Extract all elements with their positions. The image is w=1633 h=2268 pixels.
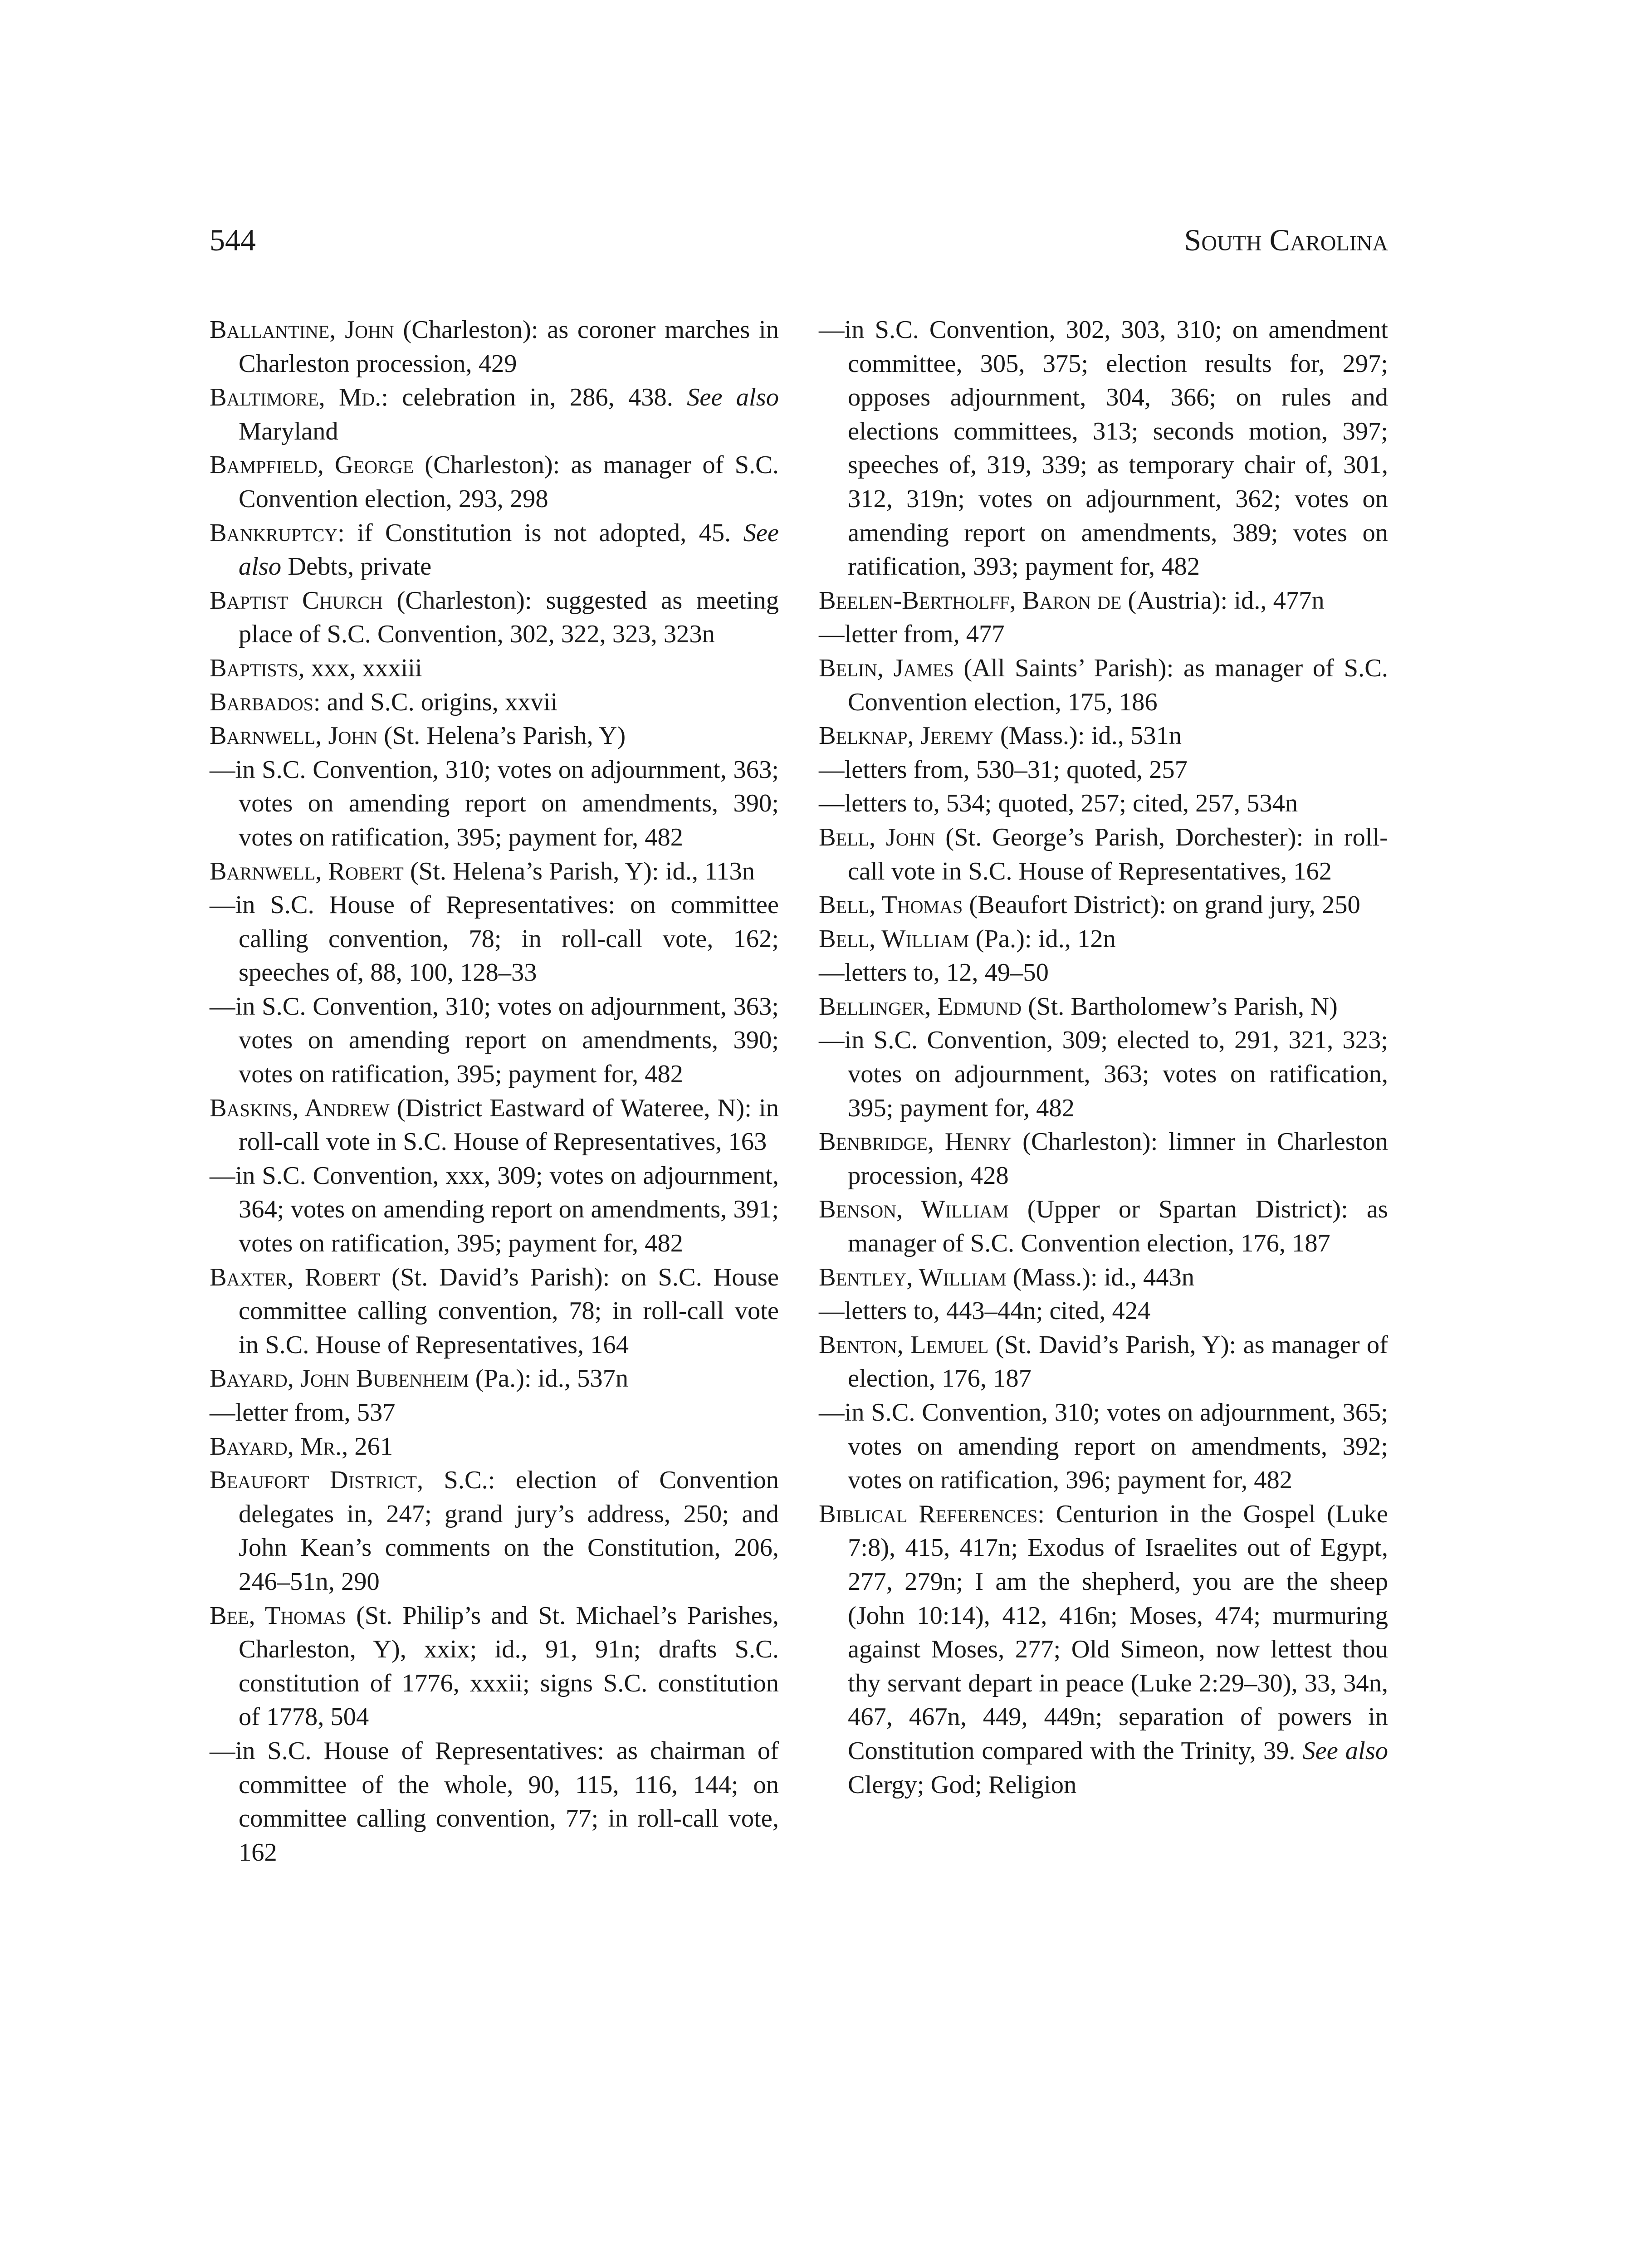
entry-text: (St. David’s Parish, Y): as manager of election, 176, 187 [848, 1330, 1388, 1393]
index-entry [210, 584, 779, 651]
entry-text: (St. Helena’s Parish, Y): id., 113n [403, 857, 755, 885]
entry-text: (Pa.): id., 537n [469, 1364, 629, 1393]
entry-text: —in S.C. Convention, 310; votes on adjournment, 363; votes on amending report on amendments, 390; votes on ratification, 395; payment for, 482 [210, 755, 779, 851]
entry-text: —in S.C. Convention, 302, 303, 310; on amendment committee, 305, 375; election results for, 297; opposes adjournment, 304, 366; on rules and elections committees, 313; seconds motion, 397; speeches of, 319, 339; as temporary chair of, 301, 312, 319n; votes on adjournment, 362; votes on amending report on amendments, 389; votes on ratification, 393; payment for, 482 [819, 316, 1388, 581]
see-also-label: See also [1302, 1736, 1388, 1765]
entry-text: (St. Helena’s Parish, Y) [377, 722, 626, 750]
entry-text: Maryland [239, 417, 338, 445]
index-entry [210, 381, 779, 448]
index-entry [210, 448, 779, 516]
entry-heading: Bell, William [819, 924, 969, 953]
see-also-label: See also [239, 518, 779, 581]
entry-text: —in S.C. Convention, 310; votes on adjournment, 363; votes on amending report on amendments, 390; votes on ratification, 395; payment for, 482 [210, 992, 779, 1089]
index-subentry [819, 617, 1388, 651]
entry-heading: Bee, Thomas [210, 1601, 346, 1630]
entry-heading: Baltimore, Md. [210, 383, 381, 412]
entry-text: (Charleston): as manager of S.C. Convention election, 293, 298 [239, 451, 779, 513]
index-entry [210, 685, 779, 719]
index-entry [819, 1125, 1388, 1193]
index-subentry [210, 1159, 779, 1261]
entry-text: —letters from, 530–31; quoted, 257 [819, 755, 1188, 784]
index-subentry [819, 1294, 1388, 1328]
index-subentry [819, 787, 1388, 821]
entry-heading: Biblical References [819, 1500, 1038, 1528]
entry-text: (St. Philip’s and St. Michael’s Parishes, Charleston, Y), xxix; id., 91, 91n; drafts S.C. constitution of 1776, xxxii; signs S.C. constitution of 1778, 504 [239, 1601, 779, 1731]
entry-text: (Mass.): id., 531n [993, 722, 1182, 750]
index-subentry [819, 956, 1388, 990]
entry-text: (St. Bartholomew’s Parish, N) [1022, 992, 1338, 1021]
entry-text: (Austria): id., 477n [1121, 586, 1325, 615]
index-entry [210, 1362, 779, 1396]
index-entry [819, 719, 1388, 753]
index-subentry [210, 1396, 779, 1430]
entry-text: —letter from, 537 [210, 1398, 396, 1427]
index-entry [210, 1091, 779, 1159]
index-entry [210, 719, 779, 753]
entry-heading: Bayard, John Bubenheim [210, 1364, 469, 1393]
entry-heading: Beelen-Bertholff, Baron de [819, 586, 1122, 615]
index-subentry [819, 1396, 1388, 1497]
entry-text: (Mass.): id., 443n [1006, 1263, 1195, 1291]
entry-heading: Bell, John [819, 823, 935, 851]
entry-text: , 261 [342, 1432, 393, 1461]
page-number: 544 [210, 223, 256, 257]
index-entry [819, 1193, 1388, 1260]
entry-text: (Charleston): as coroner marches in Charleston procession, 429 [239, 316, 779, 378]
index-entry [819, 990, 1388, 1024]
entry-text: (Charleston): suggested as meeting place of S.C. Convention, 302, 322, 323, 323n [239, 586, 779, 649]
entry-text: (St. George’s Parish, Dorchester): in roll-call vote in S.C. House of Representatives, 162 [848, 823, 1388, 885]
entry-heading: Benton, Lemuel [819, 1330, 989, 1359]
index-entry [210, 516, 779, 584]
entry-text: Debts, private [281, 552, 432, 581]
entry-text: (All Saints’ Parish): as manager of S.C. Convention election, 175, 186 [848, 654, 1388, 716]
index-entry [210, 651, 779, 685]
entry-text: (District Eastward of Wateree, N): in roll-call vote in S.C. House of Representatives, 163 [239, 1094, 779, 1156]
index-column-left [210, 313, 779, 1869]
index-entry [819, 888, 1388, 922]
index-entry [819, 651, 1388, 719]
entry-heading: Barnwell, Robert [210, 857, 404, 885]
entry-heading: Belin, James [819, 654, 954, 682]
entry-text: —in S.C. House of Representatives: as chairman of committee of the whole, 90, 115, 116, 144; on committee calling convention, 77; in roll-call vote, 162 [210, 1736, 779, 1867]
entry-text: (St. David’s Parish): on S.C. House committee calling convention, 78; in roll-call vote in S.C. House of Representatives, 164 [239, 1263, 779, 1359]
entry-text: : celebration in, 286, 438. [381, 383, 687, 412]
entry-text: —letters to, 534; quoted, 257; cited, 257, 534n [819, 789, 1298, 818]
entry-text: (Pa.): id., 12n [969, 924, 1116, 953]
index-subentry [210, 888, 779, 990]
entry-heading: Beaufort District, S.C. [210, 1466, 488, 1495]
entry-text: —in S.C. Convention, 310; votes on adjournment, 365; votes on amending report on amendments, 392; votes on ratification, 396; payment for, 482 [819, 1398, 1388, 1495]
entry-text: (Charleston): limner in Charleston procession, 428 [848, 1128, 1389, 1190]
entry-text: (Beaufort District): on grand jury, 250 [963, 891, 1360, 919]
index-entry [819, 1328, 1388, 1396]
entry-heading: Baptist Church [210, 586, 383, 615]
running-head: South Carolina [1184, 223, 1388, 257]
entry-heading: Bell, Thomas [819, 891, 963, 919]
entry-text: : and S.C. origins, xxvii [313, 688, 558, 716]
index-entry [210, 1463, 779, 1598]
entry-heading: Bentley, William [819, 1263, 1007, 1291]
entry-text: —in S.C. Convention, 309; elected to, 291, 321, 323; votes on adjournment, 363; votes on ratification, 395; payment for, 482 [819, 1026, 1388, 1122]
see-also-label: See also [687, 383, 779, 412]
entry-heading: Baptists [210, 654, 298, 682]
entry-text: Clergy; God; Religion [848, 1770, 1077, 1799]
entry-heading: Bankruptcy [210, 518, 338, 547]
entry-heading: Bampfield, George [210, 451, 414, 479]
index-entry [210, 1599, 779, 1734]
index-entry [819, 821, 1388, 888]
entry-text: —letters to, 12, 49–50 [819, 958, 1049, 987]
index-entry [210, 1261, 779, 1362]
entry-heading: Baxter, Robert [210, 1263, 381, 1291]
entry-text: —in S.C. Convention, xxx, 309; votes on adjournment, 364; votes on amending report on amendments, 391; votes on ratification, 395; payment for, 482 [210, 1161, 779, 1258]
index-entry [819, 1261, 1388, 1295]
index-entry [819, 1497, 1388, 1802]
index-entry [210, 855, 779, 889]
entry-heading: Barbados [210, 688, 313, 716]
index-subentry [819, 313, 1388, 584]
entry-heading: Barnwell, John [210, 722, 378, 750]
entry-heading: Bayard, Mr. [210, 1432, 342, 1461]
index-entry [819, 584, 1388, 618]
index-subentry [210, 753, 779, 855]
entry-text: —letters to, 443–44n; cited, 424 [819, 1297, 1151, 1325]
entry-heading: Benbridge, Henry [819, 1128, 1012, 1156]
index-subentry [819, 1023, 1388, 1125]
entry-heading: Belknap, Jeremy [819, 722, 994, 750]
entry-heading: Baskins, Andrew [210, 1094, 390, 1122]
entry-text: : Centurion in the Gospel (Luke 7:8), 415, 417n; Exodus of Israelites out of Egypt, 277, 279n; I am the shepherd, you are the sheep (John 10:14), 412, 416n; Moses, 474; murmuring against Moses, 277; Old Simeon, now lettest thou thy servant depart in peace (Luke 2:29–30), 33, 34n, 467, 467n, 449, 449n; separation of powers in Constitution compared with the Trinity, 39. [848, 1500, 1388, 1765]
index-column-right [819, 313, 1388, 1802]
entry-text: —in S.C. House of Representatives: on committee calling convention, 78; in roll-call vote, 162; speeches of, 88, 100, 128–33 [210, 891, 779, 987]
entry-heading: Ballantine, John [210, 316, 394, 344]
entry-heading: Bellinger, Edmund [819, 992, 1022, 1021]
entry-text: : if Constitution is not adopted, 45. [337, 518, 743, 547]
index-entry [210, 1430, 779, 1464]
entry-text: : election of Convention delegates in, 247; grand jury’s address, 250; and John Kean’s comments on the Constitution, 206, 246–51n, 290 [239, 1466, 779, 1596]
entry-heading: Benson, William [819, 1195, 1009, 1224]
index-subentry [210, 990, 779, 1091]
index-entry [819, 922, 1388, 956]
index-entry [210, 313, 779, 381]
entry-text: —letter from, 477 [819, 620, 1005, 649]
entry-text: , xxx, xxxiii [298, 654, 422, 682]
index-subentry [210, 1734, 779, 1869]
index-subentry [819, 753, 1388, 787]
entry-text: (Upper or Spartan District): as manager of S.C. Convention election, 176, 187 [848, 1195, 1388, 1258]
